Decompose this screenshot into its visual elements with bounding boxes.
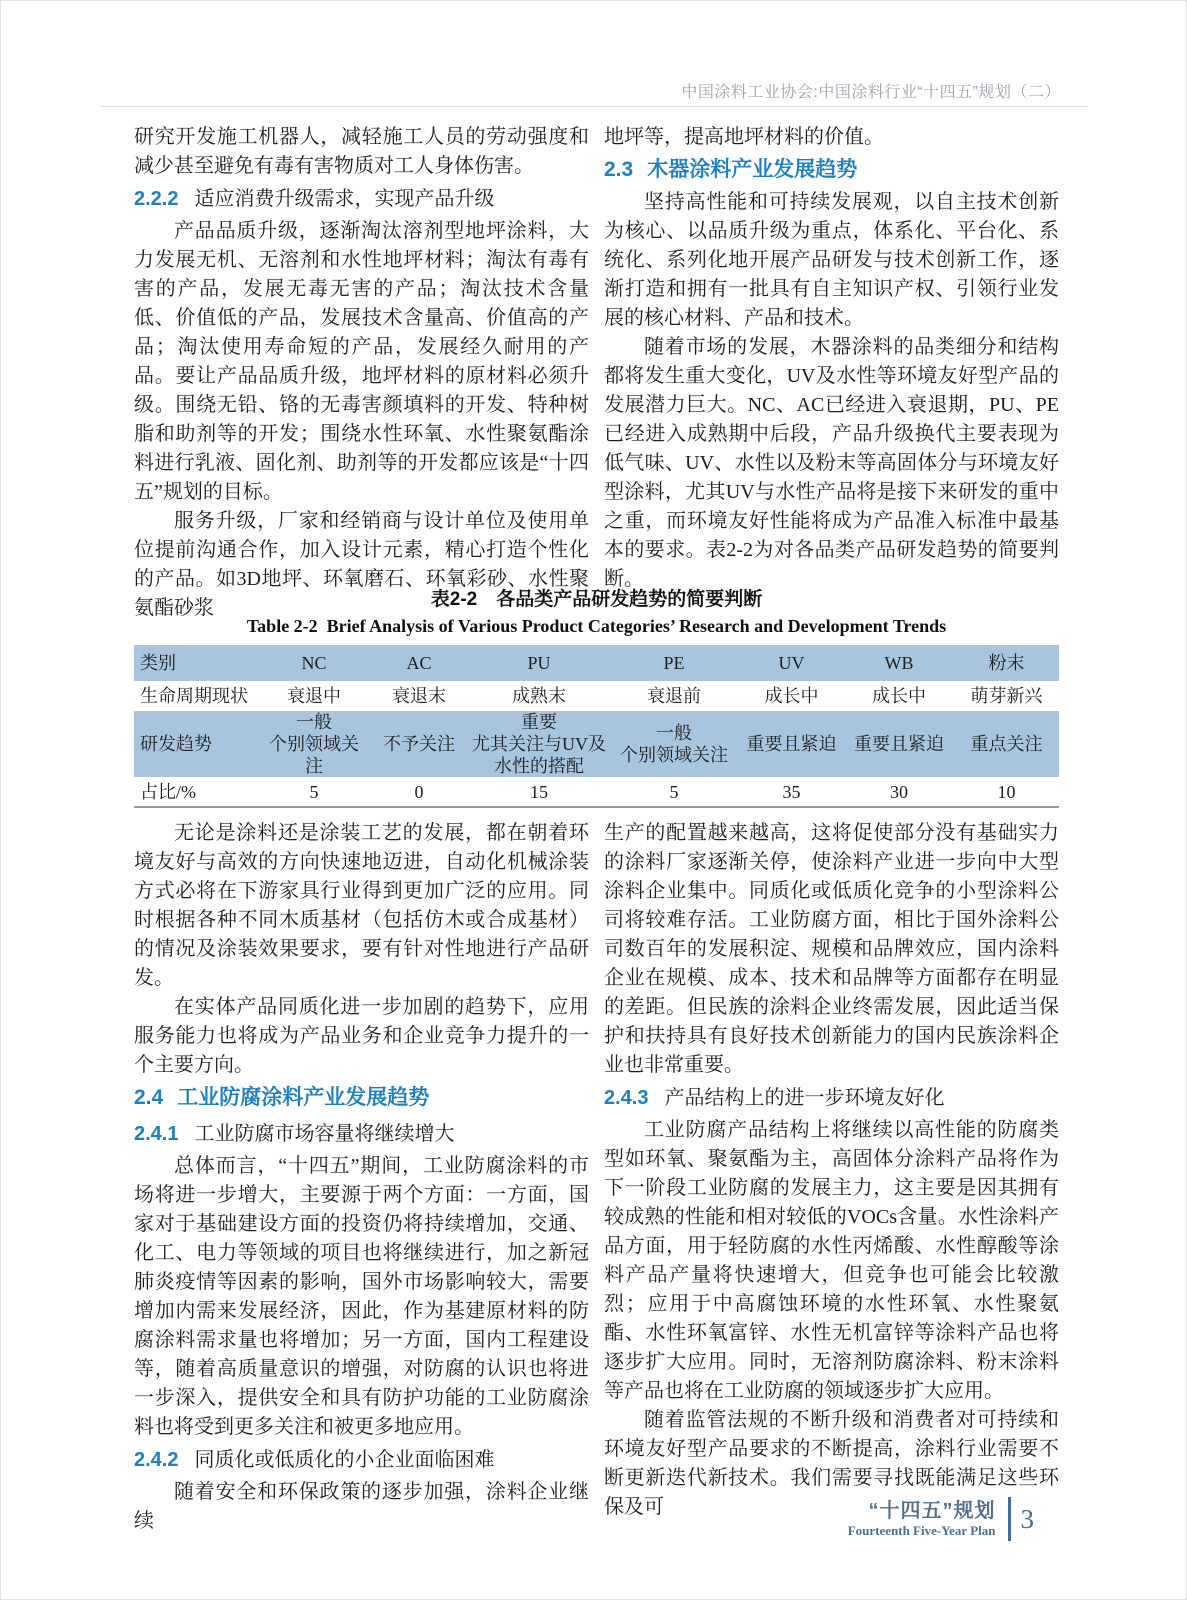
- col-header-pu: PU: [527, 653, 551, 673]
- heading-2-4-3: [604, 1080, 1059, 1116]
- col-header-wb: WB: [884, 653, 914, 673]
- heading-text: 同质化或低质化的小企业面临困难: [194, 1449, 495, 1471]
- cell: 一般 个别领域关注: [269, 712, 359, 776]
- row-label: 生命周期现状: [140, 686, 248, 706]
- heading-text: 木器涂料产业发展趋势: [647, 158, 858, 181]
- table-title-en: Table 2-2 Brief Analysis of Various Product Categories’ Research and Development Trends: [246, 616, 947, 636]
- cell: 30: [844, 777, 954, 807]
- upper-left-column: [134, 123, 589, 623]
- para-regulation: 随着监管法规的不断升级和消费者对可持续和环境友好型产品要求的不断提高，涂料行业需要不断更新迭代新技术。我们需要寻找既能满足这些环保及可: [604, 1409, 1059, 1518]
- heading-text: 产品结构上的进一步环境友好化: [664, 1087, 945, 1109]
- cell: 10: [954, 777, 1059, 807]
- cell: 成熟末: [512, 686, 566, 706]
- cell: 衰退末: [392, 686, 446, 706]
- upper-right-column: [604, 123, 1059, 623]
- para-production-continuation: 生产的配置越来越高，这将促使部分没有基础实力的涂料厂家逐渐关停，使涂料产业进一步向中大型涂料企业集中。同质化或低质化竞争的小型涂料公司将较难存活。工业防腐方面，相比于国外涂料公司数百年的发展积淀、规模和品牌效应，国内涂料企业在规模、成本、技术和品牌等方面都存在明显的差距。但民族的涂料企业终需发展，因此适当保护和扶持具有良好技术创新能力的国内民族涂料企业也非常重要。: [604, 822, 1059, 1076]
- product-trends-table: [134, 645, 1059, 808]
- heading-2-4: [134, 1080, 589, 1116]
- table-row-share: [134, 777, 1059, 807]
- table-row-trend: [134, 711, 1059, 777]
- para-policy: 随着安全和环保政策的逐步加强，涂料企业继续: [134, 1481, 589, 1532]
- heading-text: 工业防腐市场容量将继续增大: [194, 1123, 455, 1145]
- heading-number: 2.4: [134, 1086, 164, 1109]
- para-service-upgrade: 服务升级，厂家和经销商与设计单位及使用单位提前沟通合作，加入设计元素，精心打造个性化的产品。如3D地坪、环氧磨石、环氧彩砂、水性聚氨酯砂浆: [134, 510, 589, 619]
- header-rule: [101, 106, 1088, 107]
- col-header-ac: AC: [406, 653, 432, 673]
- para-structure: 工业防腐产品结构上将继续以高性能的防腐类型如环氧、聚氨酯为主，高固体分涂料产品将作为下一阶段工业防腐的发展主力，这主要是因其拥有较成熟的性能和相对较低的VOCs含量。水性涂料产品方面，用于轻防腐的水性丙烯酸、水性醇酸等涂料产品产量将快速增大，但竞争也可能会比较激烈；应用于中高腐蚀环境的水性环氧、水性聚氨酯、水性环氧富锌、水性无机富锌等涂料产品也将逐步扩大应用。同时，无溶剂防腐涂料、粉末涂料等产品也将在工业防腐的领域逐步扩大应用。: [604, 1119, 1059, 1402]
- row-label: 研发趋势: [140, 734, 212, 754]
- cell: 衰退中: [287, 686, 341, 706]
- heading-text: 适应消费升级需求，实现产品升级: [194, 188, 495, 210]
- heading-2-2-2: [134, 181, 589, 217]
- para-market-grow: 总体而言，“十四五”期间，工业防腐涂料的市场将进一步增大，主要源于两个方面：一方面，国家对于基础建设方面的投资仍将持续增加，交通、化工、电力等领域的项目也将继续进行，加之新冠肺炎疫情等因素的影响，国外市场影响较大，需要增加内需来发展经济，因此，作为基建原材料的防腐涂料需求量也将增加；另一方面，国内工程建设等，随着高质量意识的增强，对防腐的认识也将进一步深入，提供安全和具有防护功能的工业防腐涂料也将受到更多关注和被更多地应用。: [134, 1155, 589, 1438]
- cell: 0: [369, 777, 469, 807]
- footer-label-en: Fourteenth Five-Year Plan: [847, 1522, 996, 1538]
- heading-number: 2.4.3: [604, 1087, 649, 1109]
- cell: 一般 个别领域关注: [620, 723, 728, 765]
- upper-text-section: [134, 123, 1059, 623]
- col-header-powder: 粉末: [988, 653, 1025, 673]
- table-title-zh: 表2-2 各品类产品研发趋势的简要判断: [430, 589, 763, 610]
- para-product-upgrade: 产品品质升级，逐渐淘汰溶剂型地坪涂料，大力发展无机、无溶剂和水性地坪材料；淘汰有毒有害的产品，发展无毒无害的产品；淘汰技术含量低、价值低的产品，发展技术含量高、价值高的产品；淘汰使用寿命短的产品，发展经久耐用的产品。要让产品品质升级，地坪材料的原材料必须升级。围绕无铅、铬的无毒害颜填料的开发、特种树脂和助剂等的开发；围绕水性环氧、水性聚氨酯涂料进行乳液、固化剂、助剂等的开发都应该是“十四五”规划的目标。: [134, 220, 589, 503]
- para-coating-dev: 无论是涂料还是涂装工艺的发展，都在朝着环境友好与高效的方向快速地迈进，自动化机械涂装方式必将在下游家具行业得到更加广泛的应用。同时根据各种不同木质基材（包括仿木或合成基材）的情况及涂装效果要求，要有针对性地进行产品研发。: [134, 822, 589, 989]
- cell: 不予关注: [383, 734, 455, 754]
- cell: 5: [259, 777, 369, 807]
- row-label: 占比/%: [134, 777, 259, 807]
- lower-text-section: [134, 819, 1059, 1536]
- para-homogenize: 在实体产品同质化进一步加剧的趋势下，应用服务能力也将成为产品业务和企业竞争力提升的一个主要方向。: [134, 996, 589, 1076]
- cell: 重要且紧迫: [746, 734, 837, 754]
- cell: 重要且紧迫: [854, 734, 944, 754]
- heading-number: 2.3: [604, 158, 634, 181]
- cell: 成长中: [872, 686, 926, 706]
- cell: 成长中: [764, 686, 819, 706]
- heading-2-3: [604, 152, 1059, 188]
- table-row-lifecycle: [134, 681, 1059, 711]
- lower-right-column: [604, 819, 1059, 1536]
- cell: 35: [739, 777, 844, 807]
- heading-2-4-2: [134, 1442, 589, 1478]
- cell: 萌芽新兴: [970, 686, 1043, 706]
- page-number: 3: [1020, 1503, 1034, 1534]
- footer-label-zh: “十四五”规划: [868, 1499, 996, 1522]
- cell: 重要 尤其关注与UV及 水性的搭配: [472, 712, 606, 776]
- table-2-2-block: [134, 587, 1059, 808]
- footer-divider: [1008, 1497, 1011, 1541]
- page-footer: [848, 1497, 1034, 1541]
- para-floor-continuation: 地坪等，提高地坪材料的价值。: [604, 126, 884, 148]
- lower-left-column: [134, 819, 589, 1536]
- col-header-pe: PE: [663, 653, 685, 673]
- heading-number: 2.4.2: [134, 1449, 179, 1471]
- col-header-uv: UV: [778, 653, 805, 673]
- para-wood-market: 随着市场的发展，木器涂料的品类细分和结构都将发生重大变化，UV及水性等环境友好型产品的发展潜力巨大。NC、AC已经进入衰退期，PU、PE已经进入成熟期中后段，产品升级换代主要表现为低气味、UV、水性以及粉末等高固体分与环境友好型涂料，尤其UV与水性产品将是接下来研发的重中之重，而环境友好性能将成为产品准入标准中最基本的要求。表2-2为对各品类产品研发趋势的简要判断。: [604, 336, 1059, 590]
- header-title: 中国涂料工业协会:中国涂料行业“十四五”规划（二）: [681, 84, 1061, 101]
- footer-labels: [848, 1500, 996, 1539]
- col-header-nc: NC: [301, 653, 327, 673]
- cell: 15: [469, 777, 609, 807]
- table-header-row: [134, 645, 1059, 681]
- heading-text: 工业防腐涂料产业发展趋势: [177, 1086, 430, 1109]
- cell: 重点关注: [970, 734, 1043, 754]
- heading-2-4-1: [134, 1116, 589, 1152]
- heading-number: 2.4.1: [134, 1123, 179, 1145]
- cell: 衰退前: [647, 686, 701, 706]
- cell: 5: [609, 777, 739, 807]
- para-quality: 坚持高性能和可持续发展观，以自主技术创新为核心、以品质升级为重点，体系化、平台化、系统化、系列化地开展产品研发与技术创新工作，逐渐打造和拥有一批具有自主知识产权、引领行业发展的核心材料、产品和技术。: [604, 191, 1059, 329]
- para-robot-continuation: 研究开发施工机器人，减轻施工人员的劳动强度和减少甚至避免有毒有害物质对工人身体伤害。: [134, 126, 589, 177]
- heading-number: 2.2.2: [134, 188, 179, 210]
- col-header-category: 类别: [140, 653, 176, 673]
- page-header: [101, 79, 1061, 102]
